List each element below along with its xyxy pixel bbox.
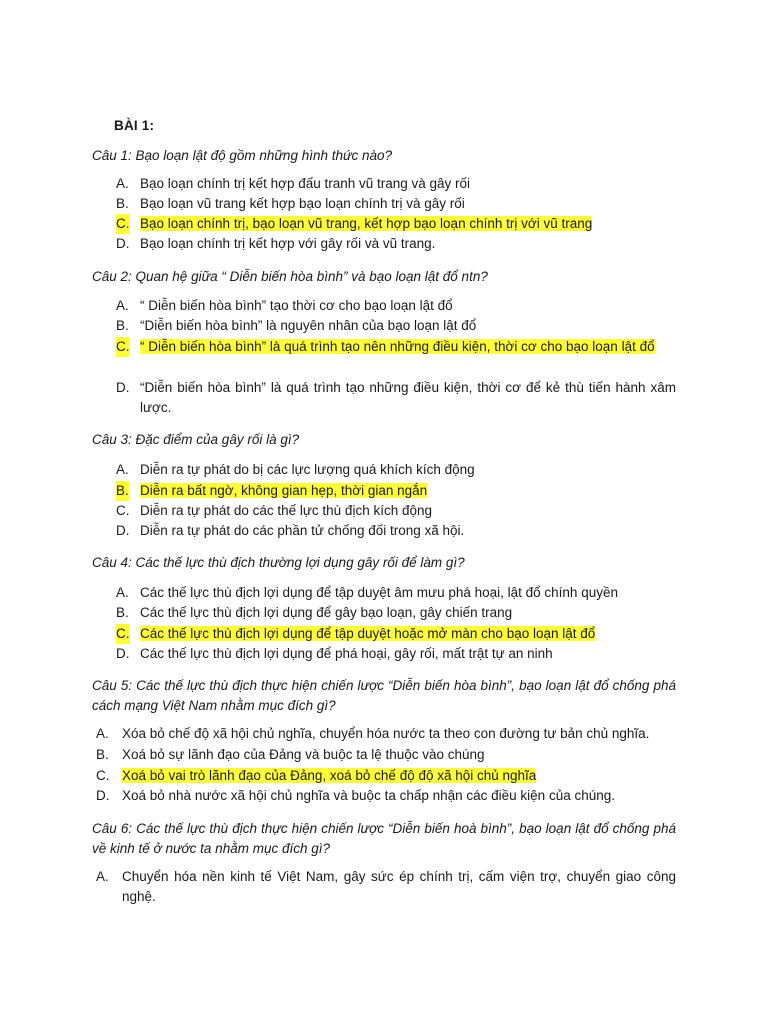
- option-letter: B.: [96, 747, 109, 762]
- question-2-option-d: [116, 378, 676, 418]
- option-text: Bạo loạn chính trị kết hợp đấu tranh vũ trang và gây rối: [140, 176, 471, 191]
- option-text: Diễn ra tự phát do các phần tử chống đối trong xã hội.: [140, 523, 465, 538]
- option-letter: D.: [96, 788, 110, 803]
- option-letter: A.: [116, 298, 129, 313]
- option-letter: A.: [116, 462, 129, 477]
- option-letter: D.: [116, 236, 130, 251]
- question-2-option-c-answer: [116, 337, 676, 357]
- option-text: Các thế lực thù địch lợi dụng để phá hoại, gây rối, mất trật tự an ninh: [140, 646, 553, 661]
- option-letter: B.: [116, 481, 129, 501]
- question-3-option-c: [116, 501, 676, 521]
- answer-highlight: Bạo loạn chính trị, bạo loạn vũ trang, kết hợp bạo loạn chính trị với vũ trang: [140, 216, 593, 231]
- option-letter: A.: [116, 585, 129, 600]
- question-3-option-a: [116, 460, 676, 480]
- option-letter: D.: [116, 523, 130, 538]
- question-3-option-b-answer: [116, 481, 676, 501]
- question-1-option-b: [116, 194, 676, 214]
- option-letter: C.: [116, 337, 130, 357]
- section-heading: BÀI 1:: [114, 118, 155, 133]
- option-letter: D.: [116, 646, 130, 661]
- option-text: Bạo loạn vũ trang kết hợp bạo loạn chính trị và gây rối: [140, 196, 465, 211]
- option-letter: C.: [116, 624, 130, 644]
- option-text: “Diễn biến hòa bình” là nguyên nhân của bạo loạn lật đổ: [140, 318, 477, 333]
- question-1-option-d: [116, 234, 676, 254]
- question-5-option-a: [96, 724, 676, 744]
- question-4-option-b: [116, 603, 676, 623]
- option-text: “ Diễn biến hòa bình” tạo thời cơ cho bạo loạn lật đổ: [140, 298, 453, 313]
- question-2-option-a: [116, 296, 676, 316]
- question-2: Câu 2: Quan hệ giữa “ Diễn biến hòa bình” và bạo loạn lật đổ ntn?: [92, 269, 488, 284]
- option-text: Diễn ra tự phát do các thế lực thù địch kích động: [140, 503, 432, 518]
- question-1-option-a: [116, 174, 676, 194]
- question-1-option-c-answer: [116, 214, 676, 234]
- answer-highlight: Diễn ra bất ngờ, không gian hẹp, thời gian ngắn: [140, 483, 428, 498]
- question-1: Câu 1: Bạo loạn lật độ gồm những hình thức nào?: [92, 148, 393, 163]
- answer-highlight: Xoá bỏ vai trò lãnh đạo của Đảng, xoá bỏ chế độ độ xã hội chủ nghĩa: [122, 768, 537, 783]
- option-letter: B.: [116, 318, 129, 333]
- answer-highlight: “ Diễn biến hòa bình” là quá trình tạo nên những điều kiện, thời cơ cho bạo loạn lật đổ: [140, 339, 655, 354]
- option-letter: A.: [116, 176, 129, 191]
- question-5-option-b: [96, 745, 676, 765]
- option-text: Xóa bỏ chế độ xã hội chủ nghĩa, chuyển hóa nước ta theo con đường tư bản chủ nghĩa.: [122, 726, 650, 741]
- question-5-option-c-answer: [96, 766, 676, 786]
- option-letter: A.: [96, 726, 109, 741]
- question-4: Câu 4: Các thế lực thù địch thường lợi dụng gây rối để làm gì?: [92, 555, 465, 570]
- option-text: Bạo loạn chính trị kết hợp với gây rối và vũ trang.: [140, 236, 436, 251]
- option-text: Các thế lực thù địch lợi dụng để tập duyệt âm mưu phá hoại, lật đổ chính quyền: [140, 585, 618, 600]
- option-letter: B.: [116, 196, 129, 211]
- question-4-option-d: [116, 644, 676, 664]
- option-letter: A.: [96, 869, 109, 884]
- question-6: Câu 6: Các thế lực thù địch thực hiện chiến lược “Diễn biến hoà bình”, bạo loạn lật đổ chống phá về kinh tế ở nước ta nhằm mục đích gì?: [92, 821, 676, 856]
- question-4-option-a: [116, 583, 676, 603]
- option-text: Diễn ra tự phát do bị các lực lượng quá khích kích động: [140, 462, 475, 477]
- option-letter: C.: [116, 214, 130, 234]
- option-text: Các thế lực thù địch lợi dụng để gây bạo loạn, gây chiến trang: [140, 605, 513, 620]
- option-text: Xoá bỏ nhà nước xã hội chủ nghĩa và buộc ta chấp nhận các điều kiện của chúng.: [122, 788, 615, 803]
- question-6-option-a: [96, 867, 676, 907]
- question-5: Câu 5: Các thế lực thù địch thực hiện chiến lược “Diễn biến hòa bình”, bạo loạn lật đổ chống phá cách mạng Việt Nam nhằm mục đích gì?: [92, 678, 676, 713]
- option-letter: C.: [116, 503, 130, 518]
- option-text: “Diễn biến hòa bình” là quá trình tạo những điều kiện, thời cơ để kẻ thù tiến hành xâm lược.: [140, 380, 676, 415]
- question-3-option-d: [116, 521, 676, 541]
- option-text: Chuyển hóa nền kinh tế Việt Nam, gây sức ép chính trị, cấm viện trợ, chuyển giao công nghệ.: [122, 869, 676, 904]
- question-5-option-d: [96, 786, 676, 806]
- option-text: Xoá bỏ sự lãnh đạo của Đảng và buộc ta lệ thuộc vào chúng: [122, 747, 485, 762]
- question-2-option-b: [116, 316, 676, 336]
- question-3: Câu 3: Đặc điểm của gây rối là gì?: [92, 432, 300, 447]
- question-4-option-c-answer: [116, 624, 676, 644]
- option-letter: C.: [96, 768, 110, 783]
- answer-highlight: Các thế lực thù địch lợi dụng để tập duyệt hoặc mở màn cho bạo loạn lật đổ: [140, 626, 596, 641]
- option-letter: D.: [116, 380, 130, 395]
- option-letter: B.: [116, 605, 129, 620]
